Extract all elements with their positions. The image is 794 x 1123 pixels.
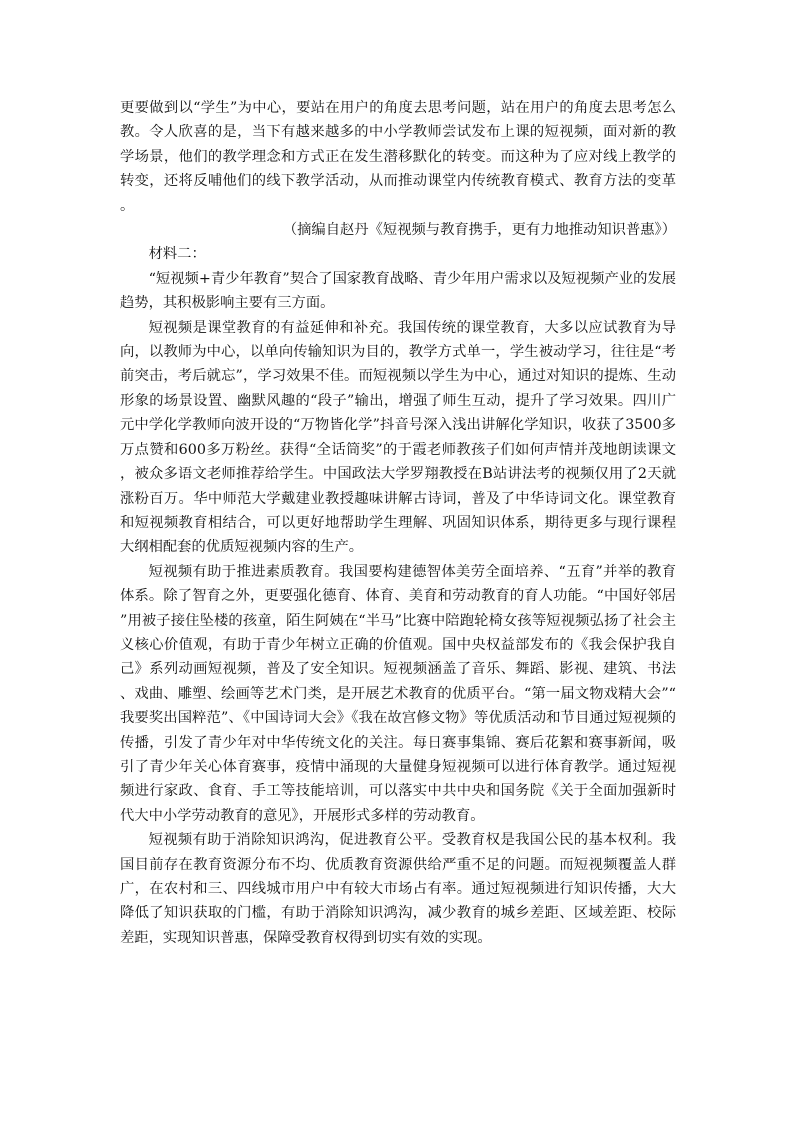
source-note: （摘编自赵丹《短视频与教育携手，更有力地推动知识普惠》） — [282, 222, 676, 239]
body-paragraph: “短视频+青少年教育”契合了国家教育战略、青少年用户需求以及短视频产业的发展趋势，其积极影响主要有三方面。 — [120, 270, 676, 312]
document-page — [120, 96, 676, 950]
body-paragraph: 短视频是课堂教育的有益延伸和补充。我国传统的课堂教育，大多以应试教育为导向，以教师为中心，以单向传输知识为目的，教学方式单一，学生被动学习，往往是“考前突击，考后就忘”，学习效果不佳。而短视频以学生为中心，通过对知识的提炼、生动形象的场景设置、幽默风趣的“段子”输出，增强了师生互动，提升了学习效果。四川广元中学化学教师向波开设的“万物皆化学”抖音号深入浅出讲解化学知识，收获了3500多万点赞和600多万粉丝。获得“全话筒奖”的于霞老师教孩子们如何声情并茂地朗读课文，被众多语文老师推荐给学生。中国政法大学罗翔教授在B站讲法考的视频仅用了2天就涨粉百万。华中师范大学戴建业教授趣味讲解古诗词，普及了中华诗词文化。课堂教育和短视频教育相结合，可以更好地帮助学生理解、巩固知识体系，期待更多与现行课程大纲相配套的优质短视频内容的生产。 — [120, 319, 676, 556]
body-paragraph: 短视频有助于消除知识鸿沟，促进教育公平。受教育权是我国公民的基本权利。我国目前存在教育资源分布不均、优质教育资源供给严重不足的问题。而短视频覆盖人群广，在农村和三、四线城市用户中有较大市场占有率。通过短视频进行知识传播，大大降低了知识获取的门槛，有助于消除知识鸿沟，减少教育的城乡差距、区域差距、校际差距，实现知识普惠，保障受教育权得到切实有效的实现。 — [120, 832, 676, 946]
intro-paragraph: 更要做到以“学生”为中心，要站在用户的角度去思考问题，站在用户的角度去思考怎么教。令人欣喜的是，当下有越来越多的中小学教师尝试发布上课的短视频，面对新的教学场景，他们的教学理念和方式正在发生潜移默化的转变。而这种为了应对线上教学的转变，还将反哺他们的线下教学活动，从而推动课堂内传统教育模式、教育方法的变革。 — [120, 100, 676, 214]
body-paragraph: 短视频有助于推进素质教育。我国要构建德智体美劳全面培养、“五育”并举的教育体系。除了智育之外，更要强化德育、体育、美育和劳动教育的育人功能。“中国好邻居”用被子接住坠楼的孩童，陌生阿姨在“半马”比赛中陪跑轮椅女孩等短视频弘扬了社会主义核心价值观，有助于青少年树立正确的价值观。国中央权益部发布的《我会保护我自己》系列动画短视频，普及了安全知识。短视频涵盖了音乐、舞蹈、影视、建筑、书法、戏曲、雕塑、绘画等艺术门类，是开展艺术教育的优质平台。“第一届文物戏精大会”“我要奖出国粹范”、《中国诗词大会》《我在故宫修文物》等优质活动和节目通过短视频的传播，引发了青少年对中华传统文化的关注。每日赛事集锦、赛后花絮和赛事新闻，吸引了青少年关心体育赛事，疫情中涌现的大量健身短视频可以进行体育教学。通过短视频进行家政、食育、手工等技能培训，可以落实中共中央和国务院《关于全面加强新时代大中小学劳动教育的意见》，开展形式多样的劳动教育。 — [120, 563, 676, 824]
material-heading: 材料二： — [148, 246, 206, 263]
